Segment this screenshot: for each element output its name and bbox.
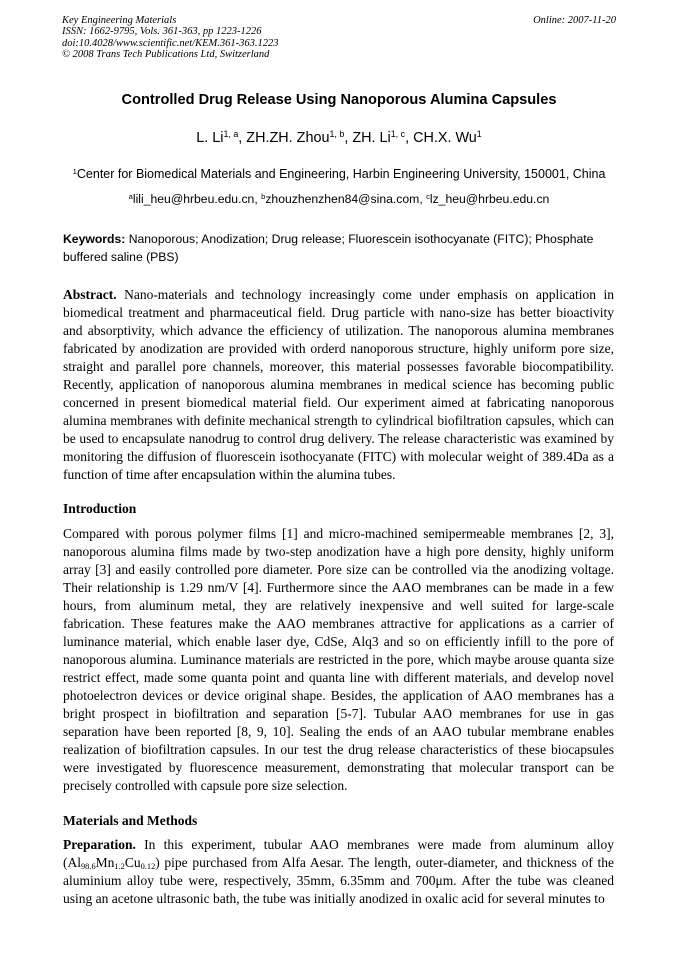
affiliation: $^1$Center for Biomedical Materials and Engineering, Harbin Engineering University, 150001, China xyxy=(72,166,606,181)
preparation-paragraph: Preparation. In this experiment, tubular AAO membranes were made from aluminum alloy $(Al_{98.6}Mn_{1.2}Cu_{0.12})$ pipe purchased from Alfa Aesar. The length, outer-diameter, and thickness of the aluminium alloy tube were, respectively, 35mm, 6.35mm and 700μm. After the tube was cleaned using an acetone ultrasonic bath, the tube was initially anodized in oxalic acid for several minutes to xyxy=(63,837,614,906)
email: $^c$lz_heu@hrbeu.edu.cn xyxy=(426,191,550,206)
email-list xyxy=(0,192,678,206)
section-heading-introduction: Introduction xyxy=(63,501,137,516)
abstract-text: Nano-materials and technology increasingly come under emphasis on application in biomedical treatment and pharmaceutical field. Drug particle with nano-size has better bioactivity and absorptivity, which advance the efficiency of utilization. The nanoporous alumina membranes fabricated by anodization are provided with orderd nanoporous structure, highly uniform pore size, straight and parallel pore channels, moreover, this material possesses favorable biocompatibility. Recently, application of nanoporous alumina membranes in medical science has becoming public concerned in present biomedical material field. Our experiment aimed at fabricating nanoporous alumina membranes with definite mechanical strength to cylindrical biofiltration capsules, which can be used to encapsulate nanodrug to control drug delivery. The release characteristic was examined by monitoring the diffusion of fluorescein isothocyanate (FITC) with molecular weight of 389.4Da as a function of time after encapsulation within the alumina tubes. xyxy=(63,287,614,482)
author: CH.X. Wu$^1$ xyxy=(413,129,482,146)
copyright-line: © 2008 Trans Tech Publications Ltd, Switzerland xyxy=(62,48,270,60)
keywords-label: Keywords: xyxy=(63,232,126,246)
author: ZH.ZH. Zhou$^{1, b}$, xyxy=(246,129,353,146)
issn-line: ISSN: 1662-9795, Vols. 361-363, pp 1223-1226 xyxy=(62,26,262,38)
abstract xyxy=(63,286,614,484)
journal-name: Key Engineering Materials xyxy=(62,15,177,26)
preparation-label: Preparation. xyxy=(63,837,136,852)
introduction-paragraph: Compared with porous polymer films [1] and micro-machined semipermeable membranes [2, 3], nanoporous alumina films made by two-step anodization have a high pore density, highly uniform array [3] and easily controlled pore diameter. Pore size can be controlled via the anodizing voltage. Their relationship is 1.29 nm/V [4]. Furthermore since the AAO membranes can be made in a few hours, from aluminum metal, they are relatively inexpensive and well suited for large-scale fabrication. These features make the AAO membranes attractive for applications as a carrier of luminance material, which enable laser dye, CdSe, Alq3 and so on efficiently infill to the pore of nanoporous alumina. Luminance materials are restricted in the pore, which maybe arouse quanta size restrict effect, made some quanta point and quanta line with different materials, and develop novel photoelectron devices or device original shape. Besides, the application of AAO membranes has a bright prospect in biofiltration and separation [5-7]. Tubular AAO membranes for use in gas separation have been reported [8, 9, 10]. Sealing the ends of an AAO tubular membrane enables realization of biofiltration capsules. In our test the drug release characteristics of these biocapsules were investigated by fluorescence measurement, demonstrating that molecular transport can be precisely controlled with capsule pore size selection. xyxy=(63,526,614,793)
author: L. Li$^{1, a}$, xyxy=(196,129,247,146)
doi-line: doi:10.4028/www.scientific.net/KEM.361-363.1223 xyxy=(62,37,279,49)
email: $^a$lili_heu@hrbeu.edu.cn, xyxy=(128,191,262,206)
email: $^b$zhouzhenzhen84@sina.com, xyxy=(261,191,427,206)
abstract-label: Abstract. xyxy=(63,287,117,302)
journal-header xyxy=(62,15,616,60)
section-heading-methods: Materials and Methods xyxy=(63,813,198,828)
keywords xyxy=(63,230,614,266)
online-date: Online: 2007-11-20 xyxy=(533,15,616,26)
author-list xyxy=(0,130,678,146)
author: ZH. Li$^{1, c}$, xyxy=(352,129,414,146)
keywords-text: Nanoporous; Anodization; Drug release; Fluorescein isothocyanate (FITC); Phosphate buffered saline (PBS) xyxy=(63,232,594,264)
paper-title: Controlled Drug Release Using Nanoporous Alumina Capsules xyxy=(121,92,557,108)
